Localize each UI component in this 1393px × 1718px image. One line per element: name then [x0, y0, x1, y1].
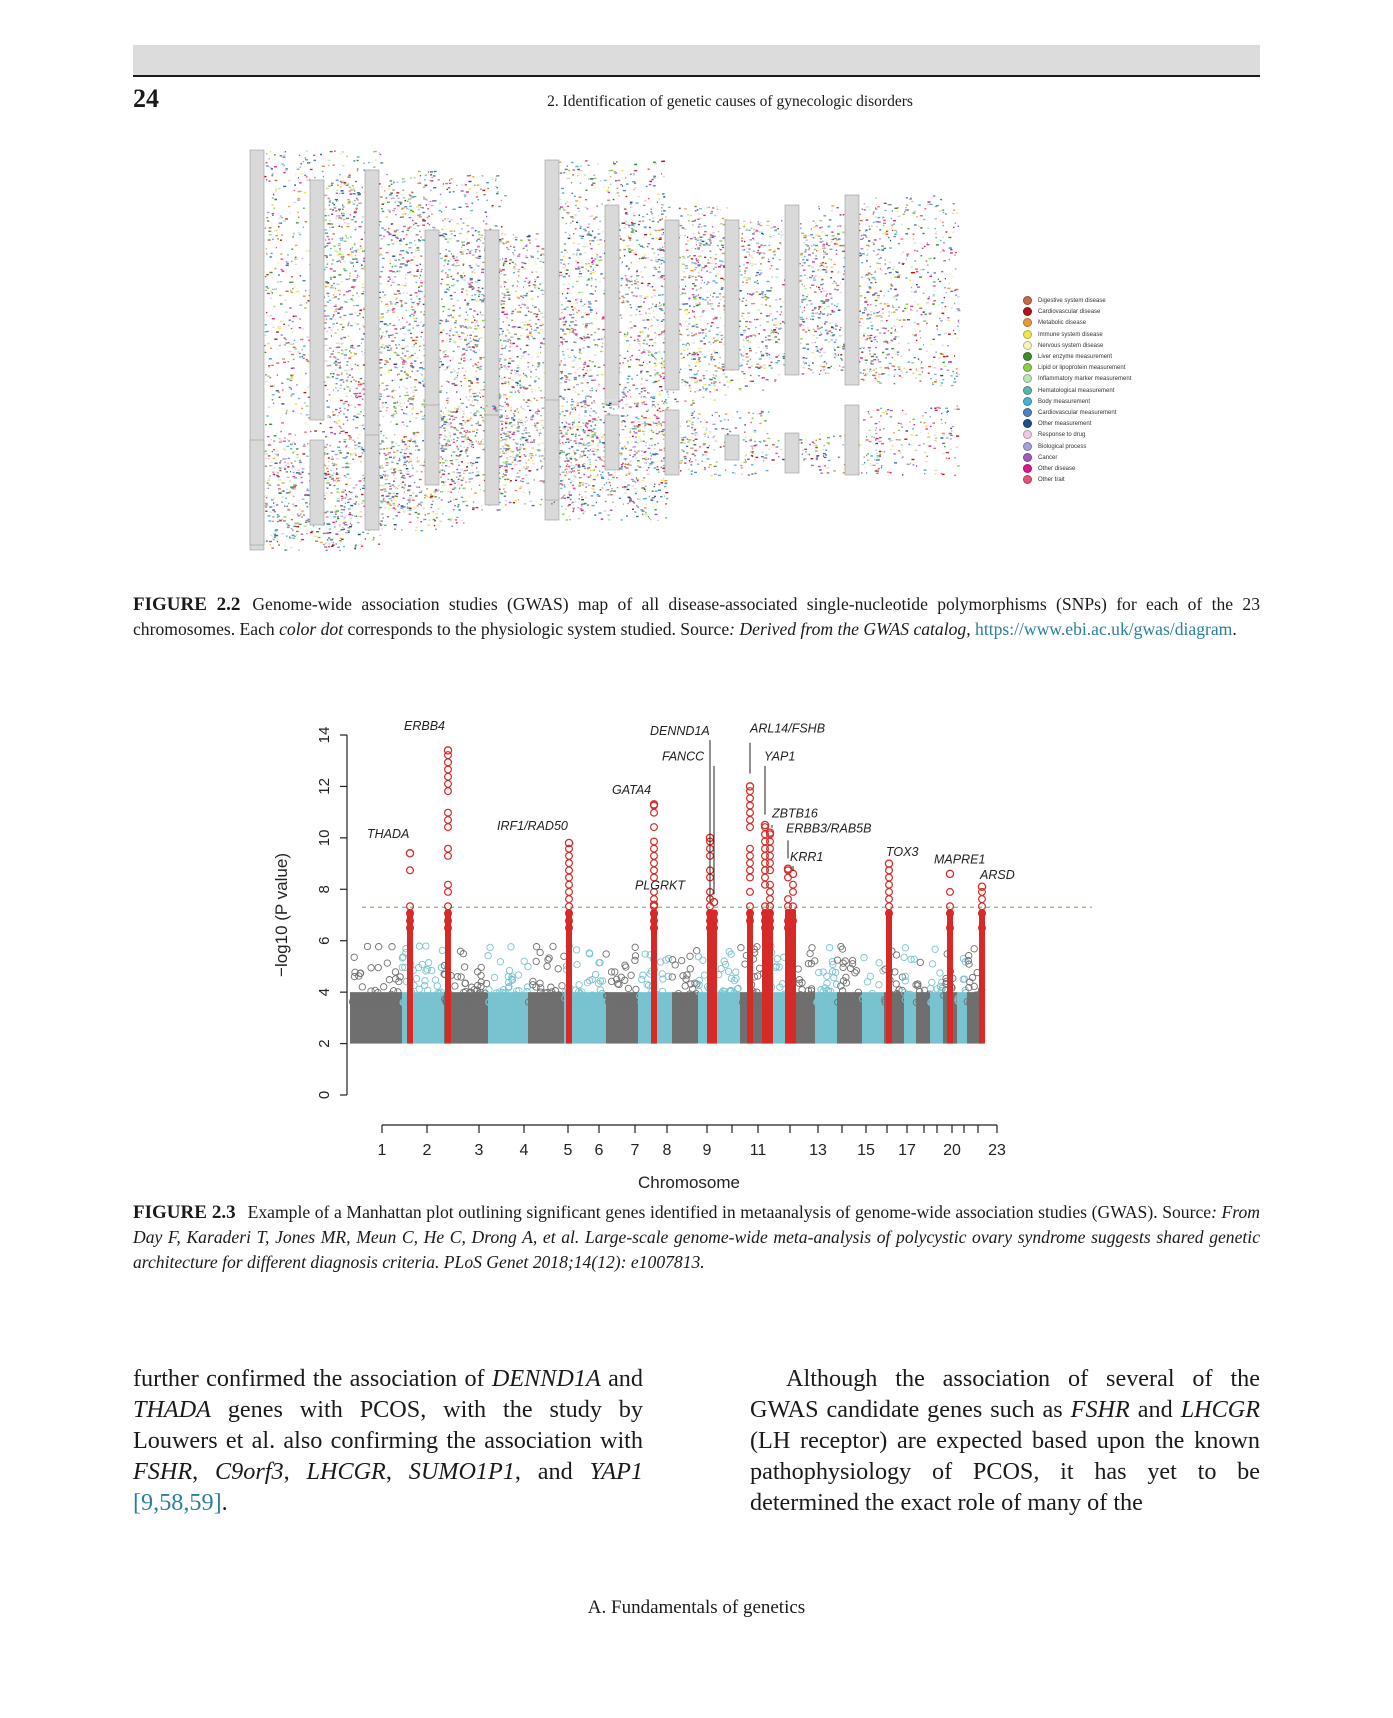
legend-color-dot — [1023, 307, 1032, 316]
legend-item — [1023, 307, 1100, 316]
signal-point — [886, 903, 893, 910]
signal-point — [445, 809, 452, 816]
signal-point — [747, 802, 754, 809]
peak-point — [789, 870, 796, 877]
peak-point — [978, 883, 985, 890]
signal-point — [886, 889, 893, 896]
chromosome-blocks — [250, 150, 960, 551]
body-column-left: further confirmed the association of DENND1A and THADA genes with PCOS, with the study by Louwers et al. also confirming the association with FSHR, C9orf3, LHCGR, SUMO1P1, and YAP1 [9,58,59]. — [133, 1365, 644, 1516]
signal-point — [651, 824, 658, 831]
gene-label: ZBTB16 — [772, 806, 818, 821]
legend-item — [1023, 475, 1065, 484]
legend-item — [1023, 419, 1091, 428]
caption-source: : Derived from the GWAS catalog, — [729, 619, 976, 639]
gene-label: IRF1/RAD50 — [497, 819, 568, 834]
gene-label: KRR1 — [790, 850, 824, 864]
signal-point — [445, 766, 452, 773]
signal-point — [566, 903, 573, 910]
legend-label: Other disease — [1038, 466, 1076, 473]
x-axis-label: Chromosome — [637, 1173, 741, 1190]
signal-point — [407, 867, 414, 874]
signal-point — [651, 809, 658, 816]
legend-item — [1023, 442, 1086, 451]
signal-column — [790, 910, 796, 1044]
peak-point — [444, 747, 451, 754]
gene-label: ARL14/FSHB — [750, 721, 826, 736]
page-footer: A. Fundamentals of genetics — [587, 1597, 806, 1618]
signal-point — [651, 838, 658, 845]
signal-point — [651, 853, 658, 860]
y-tick-label: 12 — [315, 778, 333, 795]
legend-color-dot — [1023, 408, 1032, 417]
signal-point — [886, 874, 893, 881]
legend-label: Immune system disease — [1038, 331, 1103, 338]
legend-label: Other measurement — [1038, 421, 1092, 428]
gene-label: DENND1A — [650, 724, 710, 738]
gene-label: THADA — [367, 826, 410, 841]
legend-item — [1023, 430, 1085, 439]
y-tick-label: 10 — [315, 829, 333, 847]
figure-label: FIGURE 2.3 — [133, 1202, 236, 1223]
figure-2-3-caption — [133, 1200, 1260, 1275]
signal-point — [407, 903, 414, 910]
signal-point — [762, 874, 769, 881]
signal-point — [886, 881, 893, 888]
signal-point — [747, 795, 754, 802]
caption-text: Genome-wide association studies (GWAS) map of all disease-associated single-nucleotide polymorphisms (SNPs) for each of the 23 chromosomes. Each — [133, 594, 1260, 639]
legend-item — [1023, 374, 1131, 383]
signal-point — [566, 874, 573, 881]
legend-label: Digestive system disease — [1038, 298, 1106, 305]
legend-label: Cardiovascular measurement — [1038, 410, 1117, 417]
legend-item — [1023, 318, 1086, 327]
caption-text: Example of a Manhattan plot outlining significant genes identified in metaanalysis of genome-wide association studies (GWAS). Source — [247, 1202, 1212, 1222]
gene-label: ARSD — [980, 868, 1015, 882]
signal-point — [445, 788, 452, 795]
signal-column — [886, 910, 892, 1044]
signal-point — [767, 845, 774, 852]
x-tick-label: 11 — [749, 1142, 767, 1159]
x-tick-label: 5 — [563, 1142, 573, 1159]
legend-color-dot — [1023, 419, 1032, 428]
peak-point — [406, 850, 413, 857]
figure-2-2-caption — [133, 592, 1260, 642]
legend-label: Other trait — [1038, 477, 1065, 484]
y-tick-label: 14 — [315, 726, 333, 744]
legend-label: Hematological measurement — [1038, 387, 1115, 394]
legend-color-dot — [1023, 330, 1032, 339]
caption-text: corresponds to the physiologic system studied. Source — [343, 619, 730, 639]
gene-label: FANCC — [662, 749, 705, 764]
legend-item — [1023, 386, 1114, 395]
signal-point — [747, 853, 754, 860]
signal-point — [767, 860, 774, 867]
x-tick-label: 6 — [594, 1142, 604, 1159]
legend-label: Cardiovascular disease — [1038, 309, 1101, 316]
signal-point — [445, 881, 452, 888]
manhattan-plot — [262, 710, 1122, 1190]
signal-point — [785, 896, 792, 903]
legend-label: Cancer — [1038, 454, 1058, 461]
gene-label: YAP1 — [764, 749, 796, 764]
peak-point — [885, 860, 892, 867]
signal-point — [785, 874, 792, 881]
legend-color-dot — [1023, 374, 1032, 383]
x-tick-label: 3 — [474, 1142, 484, 1159]
legend-item — [1023, 453, 1057, 462]
signal-point — [790, 889, 797, 896]
legend-label: Response to drug — [1038, 432, 1086, 439]
body-column-right: Although the association of several of the GWAS candidate genes such as FSHR and LHCGR (LH receptor) are expected based upon the known pathophysiology of PCOS, it has yet to be determined the exact role of many of the — [750, 1365, 1260, 1516]
legend-color-dot — [1023, 430, 1032, 439]
peak-point — [746, 783, 753, 790]
signal-point — [566, 889, 573, 896]
caption-text: . — [1232, 619, 1237, 639]
signal-point — [651, 867, 658, 874]
y-tick-label: 6 — [315, 936, 333, 945]
legend-item — [1023, 341, 1103, 350]
legend-color-dot — [1023, 386, 1032, 395]
signal-point — [747, 903, 754, 910]
legend-label: Liver enzyme measurement — [1038, 354, 1113, 361]
legend-item — [1023, 352, 1112, 361]
signal-point — [790, 881, 797, 888]
signal-point — [979, 903, 986, 910]
signal-point — [747, 845, 754, 852]
x-tick-label: 15 — [857, 1142, 875, 1159]
gene-label: PLGRKT — [635, 878, 686, 893]
x-tick-label: 1 — [377, 1142, 387, 1159]
legend-color-dot — [1023, 397, 1032, 406]
signal-point — [747, 867, 754, 874]
signal-point — [445, 889, 452, 896]
signal-point — [651, 860, 658, 867]
legend-item — [1023, 397, 1090, 406]
signal-point — [767, 881, 774, 888]
legend-color-dot — [1023, 341, 1032, 350]
signal-point — [707, 903, 714, 910]
signal-point — [651, 845, 658, 852]
signal-point — [947, 903, 954, 910]
x-tick-label: 17 — [898, 1142, 916, 1159]
signal-point — [767, 903, 774, 910]
signal-point — [445, 824, 452, 831]
signal-point — [767, 867, 774, 874]
y-tick-label: 0 — [315, 1090, 333, 1100]
y-tick-label: 4 — [315, 987, 333, 997]
legend-color-dot — [1023, 453, 1032, 462]
signal-point — [767, 896, 774, 903]
x-tick-label: 23 — [988, 1142, 1006, 1159]
x-tick-label: 20 — [943, 1142, 961, 1159]
y-axis-label: −log10 (P value) — [272, 853, 291, 977]
signal-point — [566, 896, 573, 903]
signal-point — [767, 838, 774, 845]
legend-item — [1023, 296, 1106, 305]
x-tick-label: 13 — [809, 1142, 827, 1159]
page-number: 24 — [133, 84, 159, 113]
signal-point — [566, 853, 573, 860]
figure-label: FIGURE 2.2 — [133, 594, 241, 615]
legend-label: Biological process — [1038, 443, 1087, 450]
signal-point — [445, 853, 452, 860]
signal-point — [790, 903, 797, 910]
gwas-catalog-link[interactable]: https://www.ebi.ac.uk/gwas/diagram — [975, 619, 1233, 639]
legend-color-dot — [1023, 464, 1032, 473]
signal-point — [747, 889, 754, 896]
signal-point — [445, 903, 452, 910]
legend-color-dot — [1023, 363, 1032, 372]
signal-point — [747, 860, 754, 867]
legend-color-dot — [1023, 442, 1032, 451]
x-tick-label: 8 — [662, 1142, 672, 1159]
signal-point — [445, 773, 452, 780]
signal-point — [886, 867, 893, 874]
x-tick-label: 4 — [519, 1142, 529, 1159]
legend-color-dot — [1023, 475, 1032, 484]
signal-point — [886, 896, 893, 903]
peak-point — [946, 870, 953, 877]
gene-label: TOX3 — [886, 844, 919, 859]
gene-label: GATA4 — [612, 783, 652, 798]
legend-label: Nervous system disease — [1038, 342, 1104, 349]
header-bar — [133, 45, 1260, 77]
legend-label: Metabolic disease — [1038, 320, 1087, 327]
x-tick-label: 7 — [630, 1142, 640, 1159]
caption-source: : From Day F, Karaderi T, Jones MR, Meun C, He C, Drong A, et al. Large-scale genome-wide meta-analysis of polycystic ovary syndrome suggests shared genetic architecture for different diagnosis criteria. PLoS Genet 2018;14(12): e1007813. — [133, 1202, 1260, 1272]
x-tick-label: 9 — [702, 1142, 712, 1159]
legend-item — [1023, 464, 1075, 473]
running-title: 2. Identification of genetic causes of gynecologic disorders — [547, 93, 913, 110]
signal-point — [747, 817, 754, 824]
signal-point — [445, 817, 452, 824]
x-tick-label: 2 — [422, 1142, 432, 1159]
legend-label: Lipid or lipoprotein measurement — [1038, 365, 1126, 372]
signal-point — [566, 867, 573, 874]
legend-item — [1023, 363, 1125, 372]
reference-link[interactable]: [9,58,59] — [133, 1489, 222, 1516]
y-tick-label: 2 — [315, 1039, 333, 1048]
y-tick-label: 8 — [315, 885, 333, 894]
legend-item — [1023, 330, 1103, 339]
legend-label: Body measurement — [1038, 398, 1091, 405]
legend-color-dot — [1023, 296, 1032, 305]
signal-point — [445, 845, 452, 852]
legend-color-dot — [1023, 352, 1032, 361]
signal-point — [566, 881, 573, 888]
signal-point — [767, 889, 774, 896]
signal-point — [747, 809, 754, 816]
signal-point — [566, 860, 573, 867]
signal-point — [445, 759, 452, 766]
signal-point — [747, 824, 754, 831]
gene-label: ERBB4 — [404, 718, 445, 733]
legend-label: Inflammatory marker measurement — [1038, 376, 1132, 383]
gene-label: MAPRE1 — [934, 852, 986, 867]
signal-point — [445, 781, 452, 788]
legend-item — [1023, 408, 1116, 417]
caption-emphasis: color dot — [279, 619, 344, 639]
signal-point — [767, 853, 774, 860]
signal-point — [747, 874, 754, 881]
signal-point — [979, 896, 986, 903]
signal-point — [947, 889, 954, 896]
legend-color-dot — [1023, 318, 1032, 327]
gene-label: ERBB3/RAB5B — [786, 821, 872, 836]
signal-column — [747, 910, 753, 1044]
